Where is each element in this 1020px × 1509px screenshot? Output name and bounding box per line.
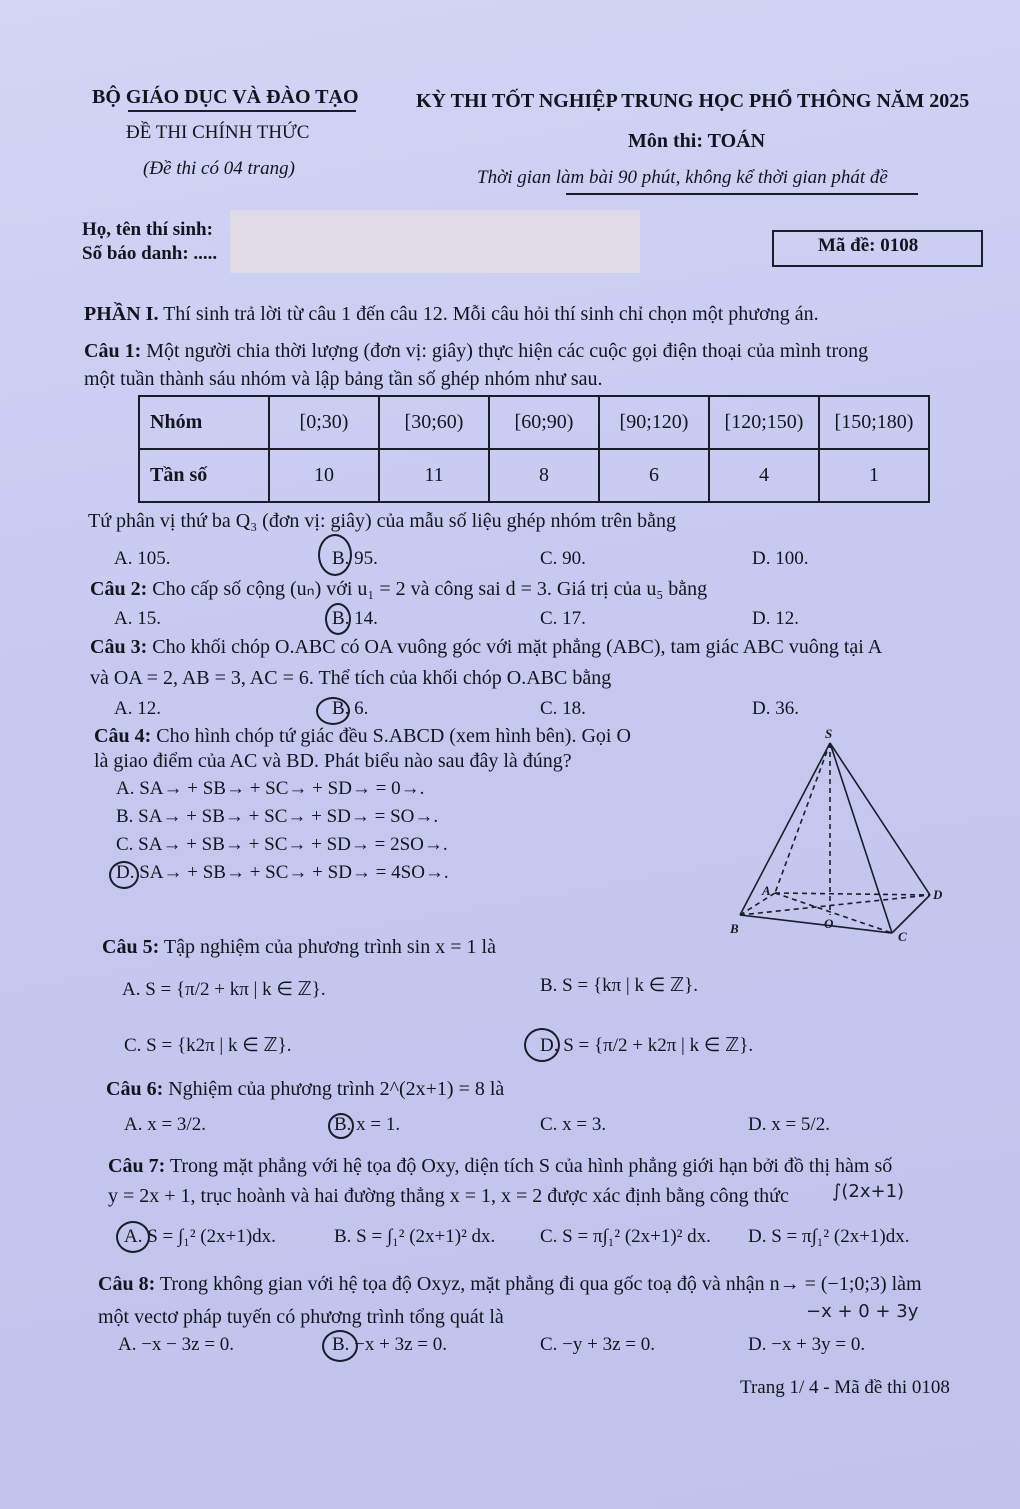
q6-option-c[interactable]: C. x = 3. bbox=[540, 1114, 607, 1135]
q7-line1 bbox=[108, 1155, 892, 1178]
q8-label: Câu 8: bbox=[98, 1273, 156, 1295]
part1-instruction: Thí sinh trả lời từ câu 1 đến câu 12. Mỗi câu hỏi thí sinh chỉ chọn một phương án. bbox=[158, 303, 819, 325]
part1-title: PHẦN I. bbox=[84, 303, 159, 325]
label-c: C bbox=[898, 929, 907, 944]
q3-label: Câu 3: bbox=[90, 636, 148, 658]
ministry-name: BỘ GIÁO DỤC VÀ ĐÀO TẠO bbox=[92, 86, 359, 108]
q5-option-a[interactable]: A. S = {π/2 + kπ | k ∈ ℤ}. bbox=[122, 979, 326, 1000]
edge-ad bbox=[775, 893, 930, 895]
q8-option-a[interactable]: A. −x − 3z = 0. bbox=[118, 1334, 235, 1355]
q5-line bbox=[102, 936, 496, 959]
label-d: D bbox=[933, 887, 943, 902]
q7-text1: Trong mặt phẳng với hệ tọa độ Oxy, diện tích S của hình phẳng giới hạn bởi đồ thị hàm số bbox=[165, 1155, 893, 1177]
q4-line2: là giao điểm của AC và BD. Phát biểu nào sau đây là đúng? bbox=[94, 750, 572, 772]
q6-option-d[interactable]: D. x = 5/2. bbox=[748, 1114, 830, 1135]
q2-label: Câu 2: bbox=[90, 578, 148, 600]
q4-text1: Cho hình chóp tứ giác đều S.ABCD (xem hình bên). Gọi O bbox=[151, 725, 631, 747]
table-cell: 11 bbox=[379, 449, 489, 502]
q2-option-a[interactable]: A. 15. bbox=[114, 608, 161, 629]
table-cell: [60;90) bbox=[489, 396, 599, 449]
q8-line2: một vectơ pháp tuyến có phương trình tổng quát là bbox=[98, 1306, 504, 1328]
exam-time: Thời gian làm bài 90 phút, không kể thời gian phát đề bbox=[477, 167, 888, 188]
q3-option-b[interactable]: B. 6. bbox=[332, 698, 369, 719]
table-cell: 6 bbox=[599, 449, 709, 502]
handwritten-note: −x + 0 + 3y bbox=[806, 1301, 919, 1322]
q2-text: Cho cấp số cộng (uₙ) với u₁ = 2 và công sai d = 3. Giá trị của u₅ bằng bbox=[147, 578, 708, 600]
q5-option-d[interactable]: D. S = {π/2 + k2π | k ∈ ℤ}. bbox=[540, 1035, 754, 1056]
part1-heading bbox=[84, 303, 819, 326]
q5-text: Tập nghiệm của phương trình sin x = 1 là bbox=[159, 936, 496, 958]
q7-option-c[interactable]: C. S = π∫₁² (2x+1)² dx. bbox=[540, 1226, 711, 1247]
q7-option-a[interactable]: A. S = ∫₁² (2x+1)dx. bbox=[124, 1226, 276, 1247]
subject: Môn thi: TOÁN bbox=[628, 130, 766, 152]
q7-label: Câu 7: bbox=[108, 1155, 166, 1177]
q3-option-c[interactable]: C. 18. bbox=[540, 698, 586, 719]
table-header-group: Nhóm bbox=[139, 396, 269, 449]
table-cell: [150;180) bbox=[819, 396, 929, 449]
q5-option-c[interactable]: C. S = {k2π | k ∈ ℤ}. bbox=[124, 1035, 292, 1056]
q8-option-d[interactable]: D. −x + 3y = 0. bbox=[748, 1334, 866, 1355]
edge-sb bbox=[740, 743, 830, 915]
answer-circle-mark bbox=[524, 1028, 560, 1062]
q1-line2: một tuần thành sáu nhóm và lập bảng tần số ghép nhóm như sau. bbox=[84, 368, 603, 390]
table-row-freqs bbox=[139, 449, 929, 502]
diag-ac bbox=[775, 893, 892, 933]
q5-option-b[interactable]: B. S = {kπ | k ∈ ℤ}. bbox=[540, 975, 699, 996]
frequency-table bbox=[138, 395, 930, 503]
q7-option-d[interactable]: D. S = π∫₁² (2x+1)dx. bbox=[748, 1226, 910, 1247]
name-label: Họ, tên thí sinh: bbox=[82, 219, 213, 240]
q3-line2: và OA = 2, AB = 3, AC = 6. Thể tích của khối chóp O.ABC bằng bbox=[90, 667, 612, 689]
q4-label: Câu 4: bbox=[94, 725, 152, 747]
q7-option-b[interactable]: B. S = ∫₁² (2x+1)² dx. bbox=[334, 1226, 496, 1247]
page-footer: Trang 1/ 4 - Mã đề thi 0108 bbox=[740, 1377, 950, 1398]
table-cell: 10 bbox=[269, 449, 379, 502]
answer-circle-mark bbox=[116, 1221, 150, 1253]
answer-circle-mark bbox=[109, 861, 139, 889]
answer-circle-mark bbox=[316, 697, 350, 725]
q5-label: Câu 5: bbox=[102, 936, 160, 958]
handwritten-note: ∫(2x+1) bbox=[832, 1181, 905, 1202]
label-b: B bbox=[730, 921, 739, 936]
q1-option-c[interactable]: C. 90. bbox=[540, 548, 586, 569]
exam-title: KỲ THI TỐT NGHIỆP TRUNG HỌC PHỔ THÔNG NĂM 2025 bbox=[416, 90, 970, 112]
time-underline bbox=[566, 193, 918, 195]
q3-option-a[interactable]: A. 12. bbox=[114, 698, 161, 719]
q8-option-b[interactable]: B. −x + 3z = 0. bbox=[332, 1334, 448, 1355]
table-cell: [90;120) bbox=[599, 396, 709, 449]
q4-option-b[interactable]: B. SA→ + SB→ + SC→ + SD→ = SO→. bbox=[116, 806, 439, 827]
q2-option-b[interactable]: B. 14. bbox=[332, 608, 378, 629]
pyramid-figure bbox=[730, 725, 945, 945]
exam-code: Mã đề: 0108 bbox=[818, 235, 919, 256]
q6-option-b[interactable]: B. x = 1. bbox=[334, 1114, 401, 1135]
q2-line bbox=[90, 576, 707, 601]
q1-label: Câu 1: bbox=[84, 340, 142, 362]
table-cell: 1 bbox=[819, 449, 929, 502]
q3-line1 bbox=[90, 636, 882, 659]
q8-line1 bbox=[98, 1273, 922, 1296]
q4-option-c[interactable]: C. SA→ + SB→ + SC→ + SD→ = 2SO→. bbox=[116, 834, 448, 855]
table-cell: 4 bbox=[709, 449, 819, 502]
id-label: Số báo danh: ..... bbox=[82, 243, 218, 264]
table-cell: [30;60) bbox=[379, 396, 489, 449]
edge-sd bbox=[830, 743, 930, 895]
table-cell: [120;150) bbox=[709, 396, 819, 449]
q1-option-d[interactable]: D. 100. bbox=[752, 548, 809, 569]
redacted-box bbox=[230, 210, 640, 273]
diag-bd bbox=[740, 895, 930, 915]
table-cell: [0;30) bbox=[269, 396, 379, 449]
table-header-freq: Tần số bbox=[139, 449, 269, 502]
table-cell: 8 bbox=[489, 449, 599, 502]
q1-prompt: Tứ phân vị thứ ba Q₃ (đơn vị: giây) của mẫu số liệu ghép nhóm trên bằng bbox=[88, 510, 676, 532]
q7-line2: y = 2x + 1, trục hoành và hai đường thẳng x = 1, x = 2 được xác định bằng công thức bbox=[108, 1185, 789, 1207]
edge-bc bbox=[740, 915, 892, 933]
q2-option-c[interactable]: C. 17. bbox=[540, 608, 586, 629]
edge-cd bbox=[892, 895, 930, 933]
q8-text1: Trong không gian với hệ tọa độ Oxyz, mặt phẳng đi qua gốc toạ độ và nhận n→ = (−1;0;3) làm bbox=[155, 1273, 922, 1295]
answer-circle-mark bbox=[322, 1330, 358, 1362]
q2-option-d[interactable]: D. 12. bbox=[752, 608, 799, 629]
q1-text1: Một người chia thời lượng (đơn vị: giây) thực hiện các cuộc gọi điện thoại của mình trong bbox=[141, 340, 869, 362]
official-label: ĐỀ THI CHÍNH THỨC bbox=[126, 122, 310, 143]
ministry-underline bbox=[128, 110, 356, 112]
q3-option-d[interactable]: D. 36. bbox=[752, 698, 799, 719]
q1-option-b[interactable]: B. 95. bbox=[332, 548, 378, 569]
label-a: A bbox=[762, 883, 771, 898]
q4-line1 bbox=[94, 725, 631, 748]
answer-circle-mark bbox=[318, 534, 352, 576]
q6-line bbox=[106, 1078, 504, 1101]
label-o: O bbox=[824, 916, 834, 931]
table-row-groups bbox=[139, 396, 929, 449]
q8-option-c[interactable]: C. −y + 3z = 0. bbox=[540, 1334, 656, 1355]
q4-option-d[interactable]: D. SA→ + SB→ + SC→ + SD→ = 4SO→. bbox=[116, 862, 449, 883]
label-s: S bbox=[825, 726, 833, 741]
q6-label: Câu 6: bbox=[106, 1078, 164, 1100]
q6-option-a[interactable]: A. x = 3/2. bbox=[124, 1114, 206, 1135]
q1-line1 bbox=[84, 340, 868, 363]
edge-sa bbox=[775, 743, 830, 893]
pages-note: (Đề thi có 04 trang) bbox=[143, 158, 295, 179]
q4-option-a[interactable]: A. SA→ + SB→ + SC→ + SD→ = 0→. bbox=[116, 778, 425, 799]
answer-circle-mark bbox=[328, 1113, 354, 1139]
q6-text: Nghiệm của phương trình 2^(2x+1) = 8 là bbox=[163, 1078, 505, 1100]
answer-circle-mark bbox=[325, 603, 351, 635]
q1-option-a[interactable]: A. 105. bbox=[114, 548, 171, 569]
q3-text1: Cho khối chóp O.ABC có OA vuông góc với mặt phẳng (ABC), tam giác ABC vuông tại A bbox=[147, 636, 883, 658]
